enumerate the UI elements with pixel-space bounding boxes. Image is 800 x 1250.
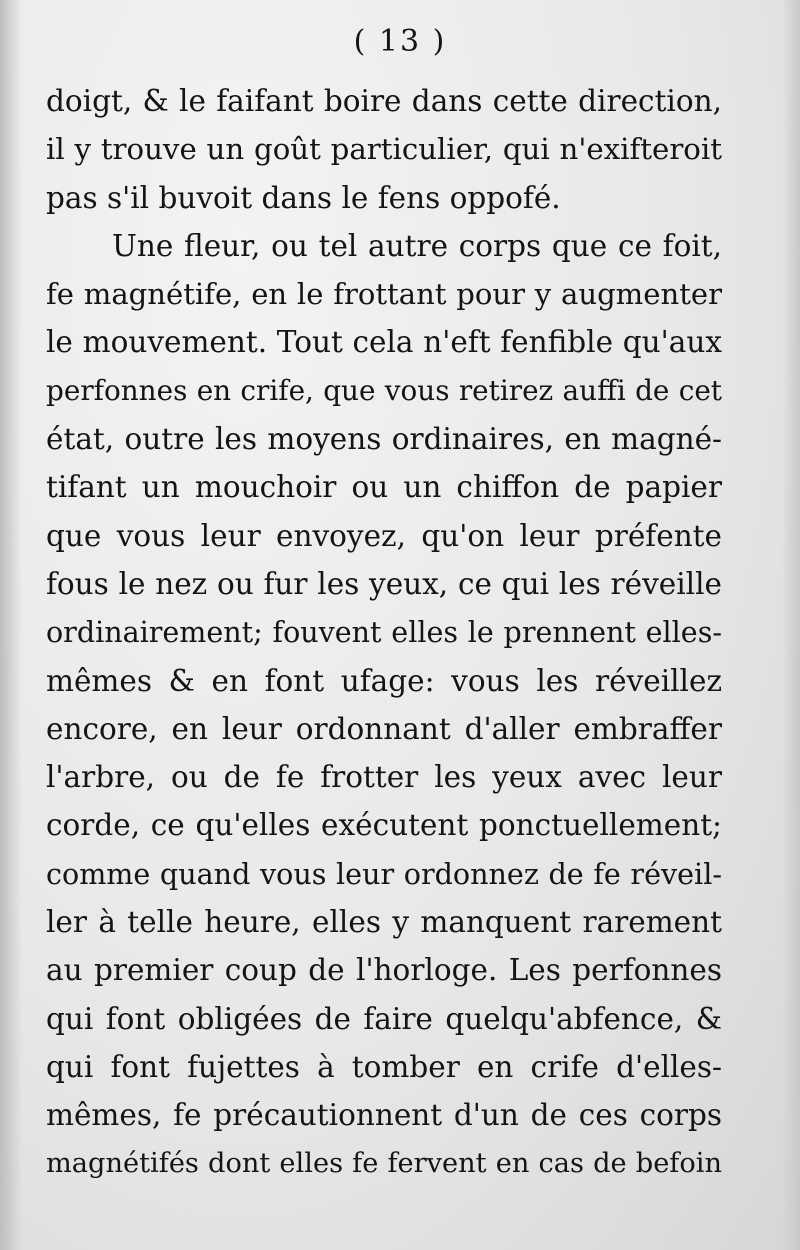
- page-number: ( 13 ): [353, 24, 447, 59]
- text-line: ler à telle heure, elles y manquent rarement: [46, 905, 722, 940]
- text-line: état, outre les moyens ordinaires, en magné-: [46, 422, 722, 457]
- right-page-shadow: [782, 0, 800, 1250]
- text-line: le mouvement. Tout cela n'eft fenfible qu'aux: [46, 325, 722, 360]
- body-text: [46, 77, 722, 1188]
- left-page-shadow: [0, 0, 22, 1250]
- text-line: au premier coup de l'horloge. Les perfonnes: [46, 953, 722, 988]
- text-line: magnétifés dont elles fe fervent en cas de befoin: [46, 1147, 722, 1179]
- text-line: encore, en leur ordonnant d'aller embraffer: [46, 711, 722, 746]
- text-line: fe magnétife, en le frottant pour y augmenter: [46, 277, 722, 312]
- text-line: il y trouve un goût particulier, qui n'exifteroit: [46, 132, 722, 167]
- text-line: que vous leur envoyez, qu'on leur préfente: [46, 518, 722, 553]
- text-line: corde, ce qu'elles exécutent ponctuellement;: [46, 808, 722, 843]
- text-line: pas s'il buvoit dans le fens oppofé.: [46, 180, 561, 215]
- text-line: comme quand vous leur ordonnez de fe réveil-: [46, 856, 722, 891]
- text-line: mêmes & en font ufage: vous les réveillez: [46, 663, 722, 698]
- text-line: mêmes, fe précautionnent d'un de ces corps: [46, 1098, 722, 1133]
- text-line: doigt, & le faifant boire dans cette direction,: [46, 84, 722, 118]
- text-line: l'arbre, ou de fe frotter les yeux avec leur: [46, 760, 722, 795]
- paragraph-start-line: Une fleur, ou tel autre corps que ce foit,: [112, 228, 722, 263]
- text-line: tifant un mouchoir ou un chiffon de papier: [46, 470, 722, 505]
- text-line: perfonnes en crife, que vous retirez auffi de cet: [46, 373, 722, 407]
- text-line: fous le nez ou fur les yeux, ce qui les réveille: [46, 566, 722, 601]
- text-line: ordinairement; fouvent elles le prennent elles-: [46, 615, 722, 650]
- text-line: qui font obligées de faire quelqu'abfence, &: [46, 1001, 722, 1036]
- text-line: qui font fujettes à tomber en crife d'elles-: [46, 1049, 722, 1084]
